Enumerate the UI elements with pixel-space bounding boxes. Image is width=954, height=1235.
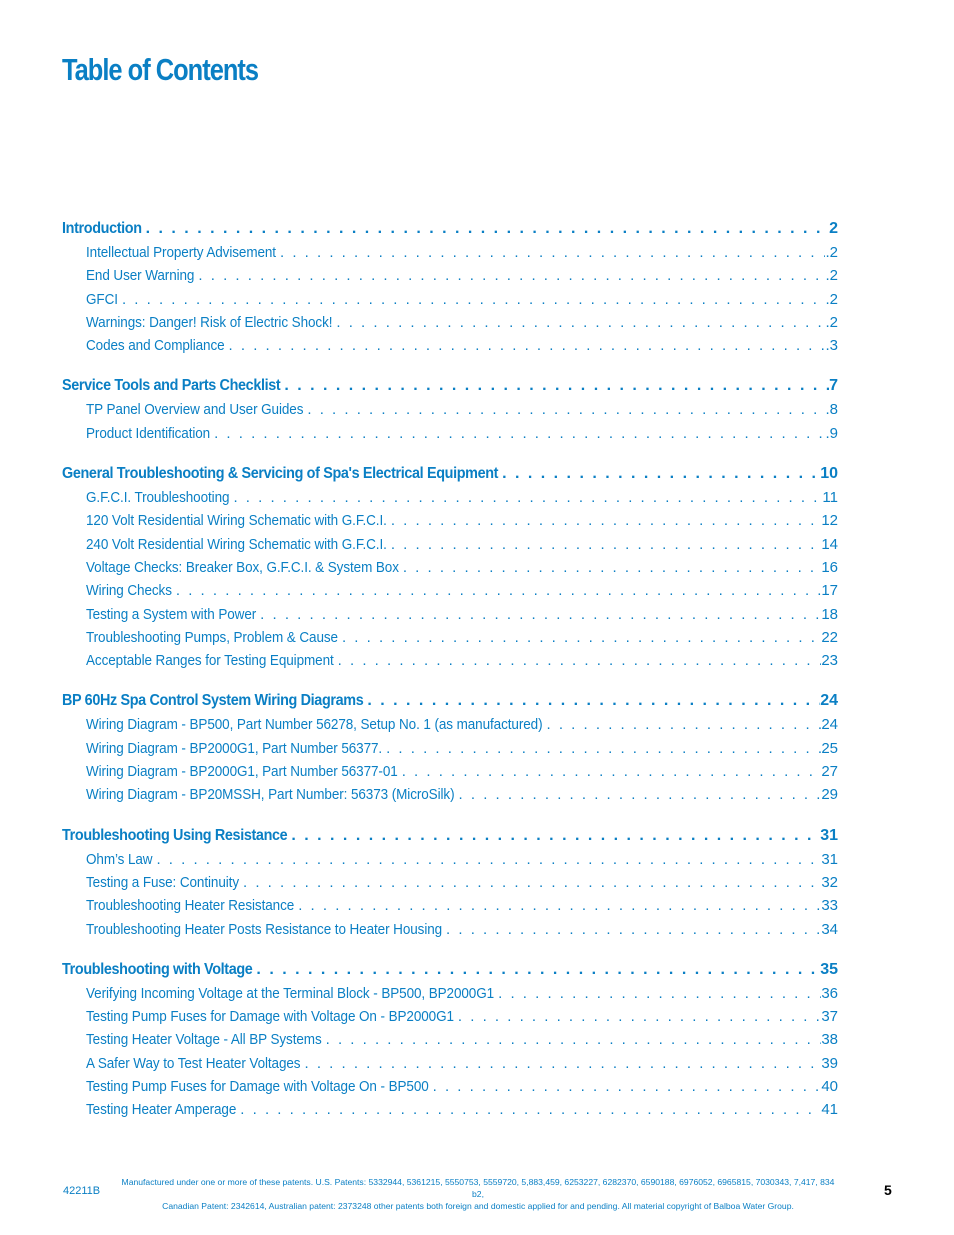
toc-entry-page: .3 [825,337,838,355]
toc-entry-title: Wiring Diagram - BP20MSSH, Part Number: 56373 (MicroSilk) [86,786,455,804]
dot-leader [152,851,821,868]
toc-entry-title: G.F.C.I. Troubleshooting [86,489,230,507]
toc-entry-page: 34 [821,920,838,938]
toc-entry[interactable] [62,652,838,675]
toc-section-entry-page: 7 [829,377,838,395]
toc-section-entry-title: Troubleshooting Using Resistance [62,826,288,844]
page-title: Table of Contents [62,52,259,87]
dot-leader [239,874,821,891]
toc-entry-title: Troubleshooting Heater Resistance [86,897,295,915]
toc-section-entry-title: Troubleshooting with Voltage [62,960,253,978]
toc-entry-page: 17 [821,582,838,600]
toc-section [62,465,838,675]
toc-entry[interactable] [62,985,838,1008]
toc-entry-title: 240 Volt Residential Wiring Schematic with G.F.C.I. [86,535,387,553]
toc-entry-page: 18 [821,605,838,623]
dot-leader [252,961,820,979]
patent-notice [118,1176,838,1212]
toc-entry-page: .9 [825,424,838,442]
toc-entry[interactable] [62,244,838,267]
toc-entry-title: 120 Volt Residential Wiring Schematic with G.F.C.I. [86,512,387,530]
dot-leader [429,1078,822,1095]
toc-entry-page: 40 [821,1078,838,1096]
toc-entry-page: 16 [821,558,838,576]
dot-leader [399,559,821,576]
toc-entry-title: Wiring Diagram - BP2000G1, Part Number 56377. [86,739,383,757]
dot-leader [142,220,829,238]
document-code: 42211B [63,1185,101,1197]
toc-entry-title: Testing Heater Voltage - All BP Systems [86,1031,322,1049]
toc-entry-title: Acceptable Ranges for Testing Equipment [86,652,334,670]
toc-entry[interactable] [62,874,838,897]
toc-entry[interactable] [62,401,838,424]
toc-entry-title: Wiring Diagram - BP500, Part Number 56278, Setup No. 1 (as manufactured) [86,716,543,734]
dot-leader [256,606,821,623]
toc-section-entry[interactable] [62,961,838,985]
toc-entry[interactable] [62,1078,838,1101]
dot-leader [294,897,821,914]
toc-entry-title: Voltage Checks: Breaker Box, G.F.C.I. & System Box [86,558,399,576]
toc-entry[interactable] [62,582,838,605]
toc-entry-title: Product Identification [86,424,211,442]
toc-entry-page: 14 [821,535,838,553]
toc-entry-title: Wiring Checks [86,582,172,600]
toc-section-entry-title: Service Tools and Parts Checklist [62,377,281,395]
dot-leader [387,512,822,529]
toc-entry[interactable] [62,763,838,786]
toc-entry-page: 33 [821,897,838,915]
toc-entry[interactable] [62,897,838,920]
dot-leader [498,465,820,483]
toc-entry-page: .8 [825,401,838,419]
dot-leader [322,1031,822,1048]
dot-leader [229,489,822,506]
toc-entry-page: 41 [821,1101,838,1119]
dot-leader [276,244,826,261]
toc-entry[interactable] [62,489,838,512]
dot-leader [332,314,825,331]
toc-entry-page: 31 [821,850,838,868]
toc-entry-title: Intellectual Property Advisement [86,244,276,261]
toc-section [62,692,838,809]
toc-entry-title: Troubleshooting Pumps, Problem & Cause [86,628,338,646]
toc-entry[interactable] [62,291,838,314]
dot-leader [301,1055,822,1072]
toc-section-entry-page: 10 [820,465,838,483]
dot-leader [303,401,825,418]
toc-entry[interactable] [62,921,838,944]
toc-entry-title: Testing Heater Amperage [86,1101,237,1119]
dot-leader [338,629,821,646]
toc-entry-title: Troubleshooting Heater Posts Resistance to Heater Housing [86,920,443,938]
toc-entry-page: .2 [825,244,838,261]
toc-section [62,961,838,1125]
toc-section-entry-title: Introduction [62,220,142,237]
toc-entry-page: .2 [825,267,838,285]
toc-entry-title: Testing a System with Power [86,605,257,623]
toc-entry-page: 22 [821,628,838,646]
table-of-contents [62,220,838,1142]
toc-section [62,827,838,944]
toc-entry[interactable] [62,1008,838,1031]
dot-leader [442,921,821,938]
toc-entry-title: Ohm’s Law [86,850,153,868]
dot-leader [172,582,821,599]
dot-leader [280,377,829,395]
toc-entry[interactable] [62,851,838,874]
toc-entry[interactable] [62,1055,838,1078]
toc-entry-page: 36 [821,984,838,1002]
toc-entry[interactable] [62,1101,838,1124]
toc-entry[interactable] [62,559,838,582]
toc-section-entry[interactable] [62,692,838,716]
toc-entry-page: 32 [821,873,838,891]
toc-entry-title: Verifying Incoming Voltage at the Terminal Block - BP500, BP2000G1 [86,984,495,1002]
toc-entry[interactable] [62,425,838,448]
toc-entry-title: Testing Pump Fuses for Damage with Voltage On - BP2000G1 [86,1008,454,1026]
dot-leader [236,1101,821,1118]
toc-entry-page: 11 [822,489,838,507]
dot-leader [387,536,822,553]
dot-leader [398,763,822,780]
toc-entry[interactable] [62,314,838,337]
dot-leader [118,291,826,308]
toc-entry-page: 25 [821,739,838,757]
dot-leader [194,267,825,284]
dot-leader [334,652,822,669]
toc-section-entry-page: 31 [820,826,838,844]
toc-entry-page: 29 [821,786,838,804]
toc-entry-title: Warnings: Danger! Risk of Electric Shock! [86,313,333,331]
toc-entry-title: End User Warning [86,267,195,285]
toc-entry[interactable] [62,716,838,739]
toc-section-entry-page: 24 [820,692,838,710]
toc-entry-title: Wiring Diagram - BP2000G1, Part Number 56377-01 [86,763,398,781]
toc-entry-page: .2 [825,313,838,331]
toc-entry-page: 27 [821,763,838,781]
dot-leader [382,740,821,757]
toc-entry-page: 12 [821,512,838,530]
toc-entry-title: Testing Pump Fuses for Damage with Voltage On - BP500 [86,1078,429,1096]
dot-leader [363,692,820,710]
patent-notice-line-1: Manufactured under one or more of these patents. U.S. Patents: 5332944, 5361215, 5550753, 5559720, 5,883,459, 6253227, 6282370, 6590188, 6976052, 6965815, 7030343, 7,417, 834 b2, [121,1177,835,1199]
toc-section-entry-page: 35 [820,960,838,978]
toc-entry[interactable] [62,740,838,763]
toc-entry[interactable] [62,786,838,809]
toc-section [62,220,838,360]
toc-section-entry[interactable] [62,377,838,401]
toc-section [62,377,838,448]
toc-entry[interactable] [62,512,838,535]
toc-entry-page: .2 [825,290,838,308]
dot-leader [287,827,820,845]
dot-leader [543,716,822,733]
toc-entry[interactable] [62,629,838,652]
toc-entry-page: 24 [821,716,838,734]
toc-entry-page: 38 [821,1031,838,1049]
toc-section-entry[interactable] [62,465,838,489]
toc-section-entry[interactable] [62,220,838,244]
toc-section-entry-title: General Troubleshooting & Servicing of Spa's Electrical Equipment [62,465,499,483]
toc-section-entry[interactable] [62,827,838,851]
toc-entry[interactable] [62,536,838,559]
dot-leader [210,425,825,442]
dot-leader [454,1008,821,1025]
dot-leader [225,337,826,354]
toc-entry-page: 37 [821,1008,838,1026]
toc-entry-title: TP Panel Overview and User Guides [86,401,304,419]
dot-leader [494,985,821,1002]
toc-entry[interactable] [62,1031,838,1054]
patent-notice-line-2: Canadian Patent: 2342614, Australian patent: 2373248 other patents both foreign and domestic applied for and pending. All material copyright of Balboa Water Group. [162,1201,794,1211]
page-number: 5 [884,1182,892,1198]
toc-entry[interactable] [62,337,838,360]
toc-entry-page: 39 [821,1054,838,1072]
dot-leader [455,786,822,803]
toc-entry-title: Codes and Compliance [86,337,225,355]
toc-entry-title: A Safer Way to Test Heater Voltages [86,1054,301,1072]
toc-entry[interactable] [62,267,838,290]
toc-entry[interactable] [62,606,838,629]
toc-entry-page: 23 [821,652,838,670]
toc-section-entry-title: BP 60Hz Spa Control System Wiring Diagrams [62,692,364,710]
toc-entry-title: Testing a Fuse: Continuity [86,873,239,891]
toc-section-entry-page: 2 [829,220,838,237]
toc-entry-title: GFCI [86,290,118,308]
